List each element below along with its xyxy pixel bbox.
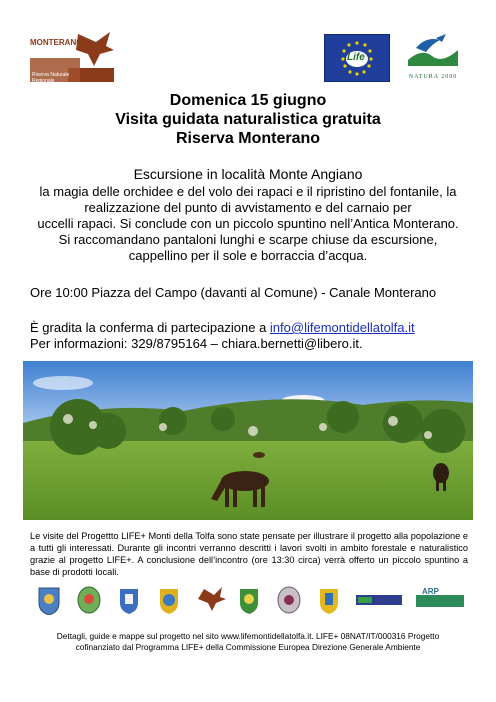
crest-icon — [314, 585, 344, 621]
arp-logo-icon — [414, 585, 466, 621]
regional-logo-icon — [354, 585, 404, 621]
footer-details — [20, 631, 476, 653]
confirmation-text: È gradita la conferma di partecipazione a — [30, 320, 270, 335]
monterano-small-logo-icon — [194, 585, 228, 621]
crest-icon — [274, 585, 304, 621]
info-line: Per informazioni: 329/8795164 – chiara.bernetti@libero.it. — [30, 336, 363, 351]
meeting-point: Ore 10:00 Piazza del Campo (davanti al Comune) - Canale Monterano — [30, 285, 437, 300]
monterano-logo-subtitle: Riserva Naturale Regionale — [32, 72, 70, 84]
description-line-5: cappellino per il sole e borraccia d’acqua. — [128, 248, 368, 263]
description-line-3: uccelli rapaci. Si conclude con un piccolo spuntino nell’Antica Monterano. — [37, 216, 459, 231]
meadow-horses-photo — [23, 361, 473, 520]
crest-icon — [34, 585, 64, 621]
svg-text:ARP: ARP — [422, 587, 439, 596]
event-date: Domenica 15 giugno — [169, 92, 327, 109]
footer-details-line-1: Dettagli, guide e mappe sul progetto nel sito www.lifemontidellatolfa.it. LIFE+ 08NAT/IT/000316 Progetto — [56, 631, 440, 641]
crest-icon — [74, 585, 104, 621]
crest-icon — [154, 585, 184, 621]
event-title: Visita guidata naturalistica gratuita — [115, 111, 381, 128]
description-line-2: realizzazione del punto di avvistamento e del carnaio per — [84, 200, 412, 215]
excursion-heading: Escursione in località Monte Angiano — [133, 166, 363, 182]
monterano-logo-title: MONTERANO — [30, 38, 83, 47]
email-link[interactable]: info@lifemontidellatolfa.it — [269, 320, 415, 335]
confirmation-line — [30, 320, 480, 336]
footer-details-line-2: cofinanziato dal Programma LIFE+ della Commissione Europea Direzione Generale Ambiente — [75, 642, 421, 652]
event-location: Riserva Monterano — [175, 130, 321, 147]
description-line-1: la magia delle orchidee e del volo dei rapaci e il ripristino del fontanile, la — [39, 184, 457, 199]
crest-icon — [114, 585, 144, 621]
natura-logo-text: NATURA 2000 — [408, 74, 458, 80]
life-logo-text: Life — [347, 52, 365, 63]
crest-icon — [234, 585, 264, 621]
natura-2000-logo — [402, 30, 464, 80]
life-logo — [324, 34, 390, 82]
partner-logos-row — [30, 585, 470, 621]
footer-paragraph: Le visite del Progettto LIFE+ Monti della Tolfa sono state pensate per illustrare il progetto alla popolazione e a tutti gli interessati. Durante gli incontri verranno descritti i lavori svolti in ambito forestale e naturalistico grazie al progetto LIFE+. A conclusione dell’incontro (ore 13:30 circa) verrà offerto un piccolo spuntino a base di prodotti locali. — [30, 531, 468, 577]
description-line-4: Si raccomandano pantaloni lunghi e scarpe chiuse da escursione, — [58, 232, 438, 247]
monterano-logo — [26, 28, 118, 88]
